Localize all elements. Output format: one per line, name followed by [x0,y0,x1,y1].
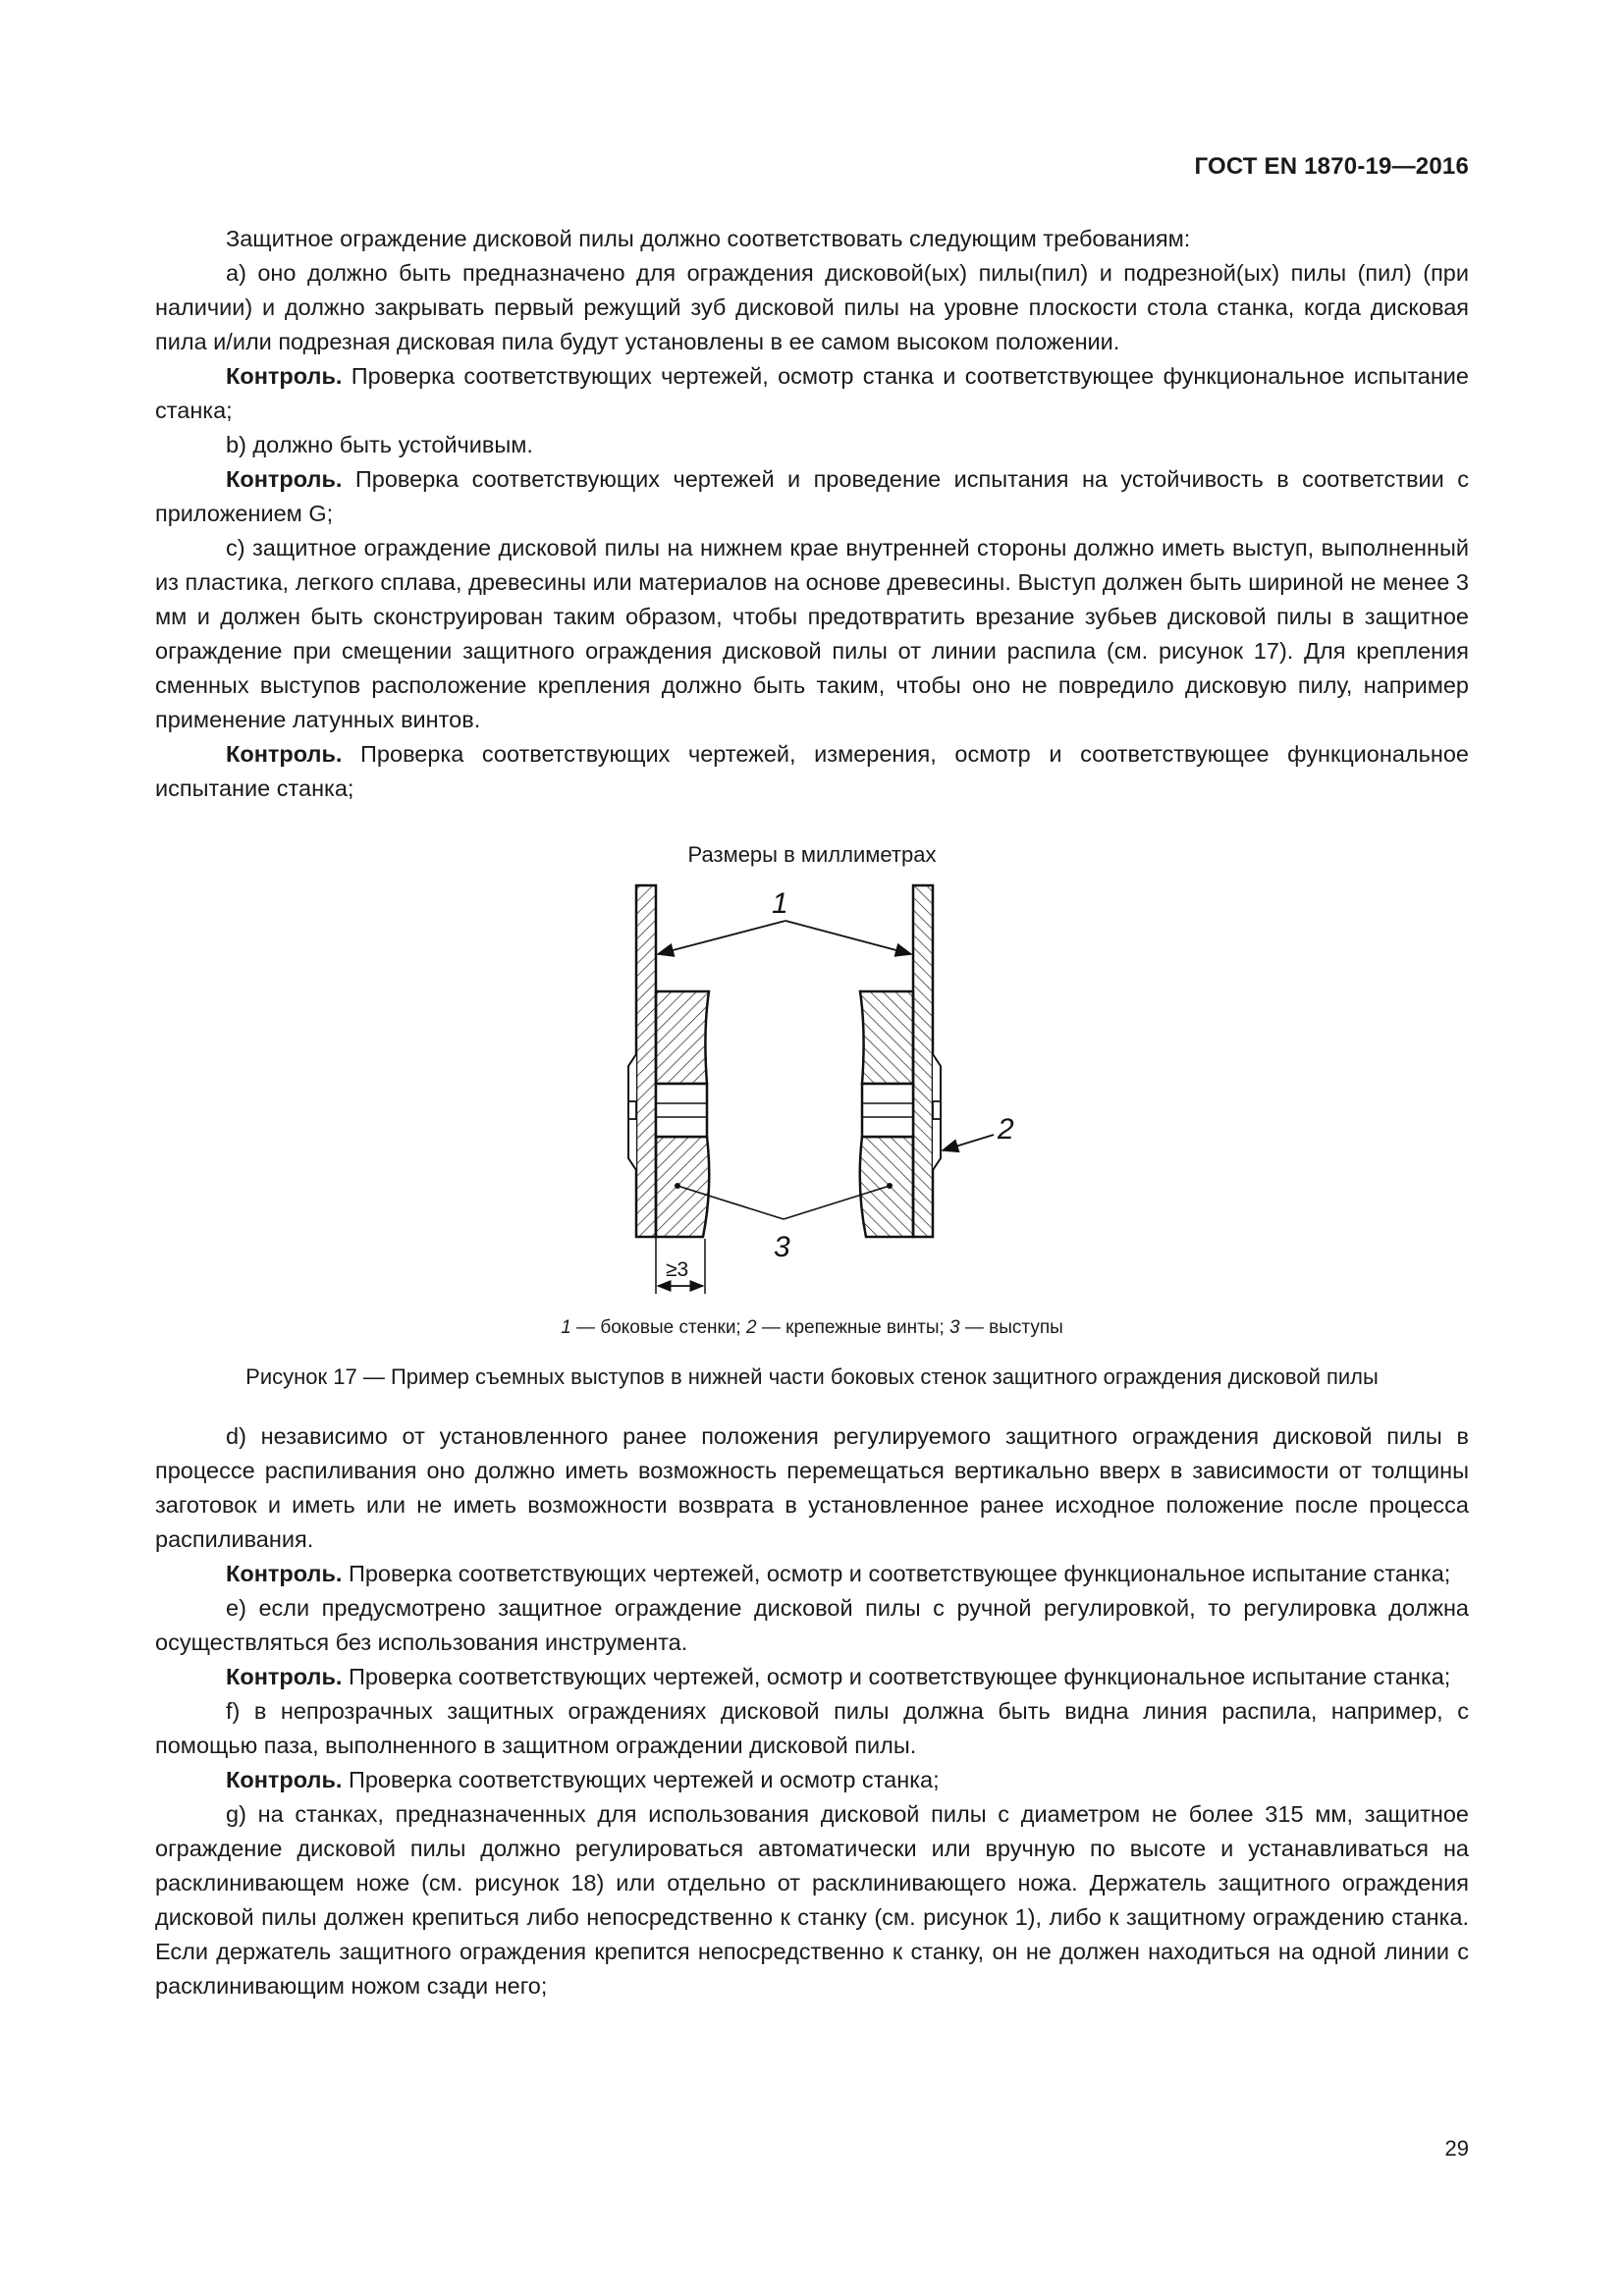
control-text: Проверка соответствующих чертежей, измерения, осмотр и соответствующее функциональное испытание станка; [155,741,1469,801]
control-text: Проверка соответствующих чертежей и осмотр станка; [342,1767,940,1792]
paragraph-item-g: g) на станках, предназначенных для использования дисковой пилы с диаметром не более 315 мм, защитное ограждение дисковой пилы должно регулироваться автоматически или вручную по высоте и устанавливаться на расклинивающем ноже (см. рисунок 18) или отдельно от расклинивающего ножа. Держатель защитного ограждения дисковой пилы должен крепиться либо непосредственно к станку (см. рисунок 1), либо к защитному ограждению станка. Если держатель защитного ограждения крепится непосредственно к станку, он не должен находиться на одной линии с расклинивающим ножом сзади него; [155,1801,1469,1999]
paragraph: Защитное ограждение дисковой пилы должно соответствовать следующим требованиям: [226,226,1191,251]
control-label: Контроль. [226,466,343,492]
technical-drawing [589,874,1041,1315]
right-groove [862,1084,913,1137]
left-groove [656,1084,707,1137]
paragraph-control [155,462,1469,531]
legend-text: — крепежные винты; [756,1317,950,1338]
figure-units-note: Размеры в миллиметрах [687,842,937,867]
paragraph-control [155,359,1469,428]
figure-17-drawing [589,874,1041,1320]
text-block-top [155,222,1469,806]
control-text: Проверка соответствующих чертежей, осмотр и соответствующее функциональное испытание станка; [342,1561,1451,1586]
right-side-wall [913,885,933,1237]
page-number: 29 [1444,2136,1469,2161]
document-header: ГОСТ EN 1870-19—2016 [1194,153,1469,180]
text-block-bottom [155,1419,1469,2003]
control-text: Проверка соответствующих чертежей и проведение испытания на устойчивость в соответствии с приложением G; [155,466,1469,526]
paragraph-item-d: d) независимо от установленного ранее положения регулируемого защитного ограждения дисковой пилы в процессе распиливания оно должно иметь возможность перемещаться вертикально вверх в зависимости от толщины заготовок и иметь или не иметь возможности возврата в установленное ранее исходное положение после процесса распиливания. [155,1423,1469,1552]
control-label: Контроль. [226,363,343,389]
callout-3: 3 [774,1231,790,1263]
paragraph-item-a: a) оно должно быть предназначено для ограждения дисковой(ых) пилы(пил) и подрезной(ых) пилы (пил) (при наличии) и должно закрывать первый режущий зуб дисковой пилы на уровне плоскости стола станка, когда дисковая пила и/или подрезная дисковая пила будут установлены в ее самом высоком положении. [155,260,1469,354]
callout-1: 1 [772,887,788,920]
paragraph-control [155,1763,1469,1797]
legend-text: — боковые стенки; [570,1317,746,1338]
control-text: Проверка соответствующих чертежей, осмотр станка и соответствующее функциональное испытание станка; [155,363,1469,423]
paragraph-control [155,1660,1469,1694]
paragraph-item-b: b) должно быть устойчивым. [226,432,533,457]
paragraph-item-f: f) в непрозрачных защитных ограждениях дисковой пилы должна быть видна линия распила, например, с помощью паза, выполненного в защитном ограждении дисковой пилы. [155,1698,1469,1758]
left-projection-upper [656,991,709,1084]
callout-2: 2 [998,1113,1014,1146]
control-label: Контроль. [226,1561,343,1586]
paragraph-control [155,1557,1469,1591]
figure-title: Рисунок 17 — Пример съемных выступов в нижней части боковых стенок защитного ограждения дисковой пилы [245,1364,1379,1389]
legend-number: 3 [949,1317,960,1338]
dimension-label: ≥3 [666,1258,689,1281]
right-projection-upper [860,991,913,1084]
legend-number: 1 [561,1317,571,1338]
control-text: Проверка соответствующих чертежей, осмотр и соответствующее функциональное испытание станка; [342,1664,1451,1689]
control-label: Контроль. [226,741,343,767]
paragraph-item-c: c) защитное ограждение дисковой пилы на нижнем крае внутренней стороны должно иметь выступ, выполненный из пластика, легкого сплава, древесины или материалов на основе древесины. Выступ должен быть шириной не менее 3 мм и должен быть сконструирован таким образом, чтобы предотвратить врезание зубьев дисковой пилы в защитное ограждение при смещении защитного ограждения дисковой пилы от линии распила (см. рисунок 17). Для крепления сменных выступов расположение крепления должно быть таким, чтобы оно не повредило дисковую пилу, например применение латунных винтов. [155,535,1469,732]
paragraph-item-e: e) если предусмотрено защитное ограждение дисковой пилы с ручной регулировкой, то регулировка должна осуществляться без использования инструмента. [155,1595,1469,1655]
legend-text: — выступы [959,1317,1063,1338]
figure-legend [0,1317,1624,1339]
control-label: Контроль. [226,1664,343,1689]
control-label: Контроль. [226,1767,343,1792]
paragraph-control [155,737,1469,806]
legend-number: 2 [746,1317,757,1338]
left-side-wall [636,885,656,1237]
